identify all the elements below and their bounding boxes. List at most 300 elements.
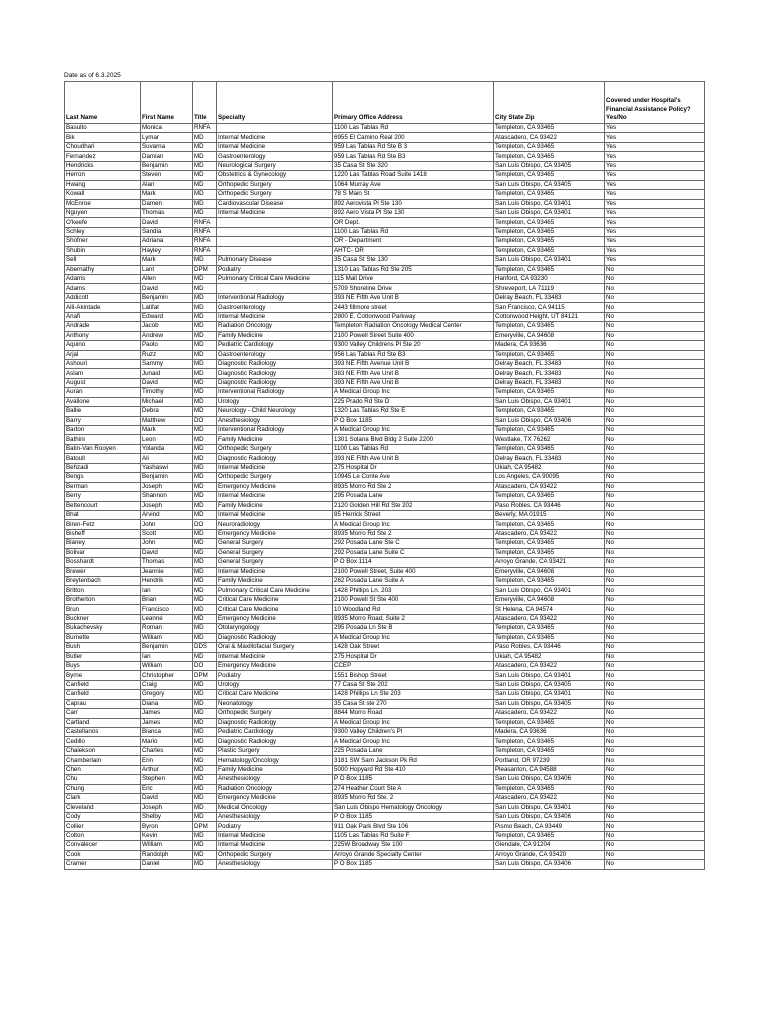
cell-last-name: Carr [65, 709, 141, 718]
cell-covered: Yes [605, 190, 705, 199]
cell-title: MD [193, 350, 217, 359]
cell-title: MD [193, 690, 217, 699]
cell-last-name: Chung [65, 784, 141, 793]
cell-first-name: Benjamin [141, 473, 193, 482]
table-row [65, 359, 705, 368]
cell-city-state-zip: Templeton, CA 93465 [494, 171, 605, 180]
cell-last-name: August [65, 378, 141, 387]
date-line: Date as of 6.3.2025 [64, 72, 121, 79]
cell-covered: No [605, 614, 705, 623]
cell-address: 8935 Morro Rd Ste 2 [333, 482, 494, 491]
cell-last-name: Chen [65, 765, 141, 774]
cell-city-state-zip: Delray Beach, FL 33483 [494, 293, 605, 302]
cell-last-name: Cedillo [65, 737, 141, 746]
cell-specialty: Family Medicine [217, 577, 333, 586]
cell-address: P O Box 1185 [333, 812, 494, 821]
cell-specialty: Oral & Maxillofacial Surgery [217, 643, 333, 652]
cell-city-state-zip: Atascadero, CA 93422 [494, 482, 605, 491]
cell-address: 383 NE Fifth Ave Unit B [333, 369, 494, 378]
cell-address: 35 Casa St ste 270 [333, 699, 494, 708]
cell-first-name: Debra [141, 407, 193, 416]
cell-covered: No [605, 293, 705, 302]
table-row [65, 548, 705, 557]
cell-covered: Yes [605, 180, 705, 189]
cell-city-state-zip: Templeton, CA 93465 [494, 520, 605, 529]
cell-covered: No [605, 454, 705, 463]
table-row [65, 699, 705, 708]
cell-last-name: Clark [65, 794, 141, 803]
cell-specialty: Orthopedic Surgery [217, 180, 333, 189]
cell-address: 2100 Powell St Ste 400 [333, 595, 494, 604]
cell-title: MD [193, 359, 217, 368]
cell-title: MD [193, 718, 217, 727]
cell-address: 2100 Powell Street Suite 400 [333, 331, 494, 340]
table-row [65, 728, 705, 737]
cell-title: MD [193, 388, 217, 397]
cell-address: 275 Hospital Dr [333, 463, 494, 472]
cell-title: MD [193, 190, 217, 199]
cell-covered: Yes [605, 218, 705, 227]
cell-first-name: Timothy [141, 388, 193, 397]
cell-title: MD [193, 737, 217, 746]
cell-address: 35 Casa St Ste 320 [333, 161, 494, 170]
cell-city-state-zip: San Luis Obispo, CA 93401 [494, 690, 605, 699]
cell-first-name: Lant [141, 265, 193, 274]
cell-address: P O Box 1114 [333, 558, 494, 567]
cell-specialty: Diagnostic Radiology [217, 378, 333, 387]
cell-specialty: Pediatric Cardiology [217, 341, 333, 350]
cell-last-name: Castellanos [65, 728, 141, 737]
cell-title: MD [193, 624, 217, 633]
cell-specialty: Orthopedic Surgery [217, 709, 333, 718]
table-row [65, 558, 705, 567]
cell-covered: No [605, 435, 705, 444]
cell-address: 85 Herrick Street [333, 510, 494, 519]
cell-first-name: John [141, 539, 193, 548]
cell-city-state-zip: St Helena, CA 94574 [494, 605, 605, 614]
cell-title: MD [193, 510, 217, 519]
cell-city-state-zip: Portland, OR 97239 [494, 756, 605, 765]
cell-covered: No [605, 709, 705, 718]
cell-first-name: Joseph [141, 501, 193, 510]
cell-address: 1220 Las Tablas Road Suite 1418 [333, 171, 494, 180]
cell-city-state-zip: Templeton, CA 93465 [494, 718, 605, 727]
table-row [65, 690, 705, 699]
cell-city-state-zip: San Luis Obispo, CA 93405 [494, 699, 605, 708]
table-row [65, 586, 705, 595]
cell-first-name: Paolo [141, 341, 193, 350]
cell-last-name: Cramer [65, 860, 141, 869]
cell-specialty: Diagnostic Radiology [217, 359, 333, 368]
cell-covered: No [605, 558, 705, 567]
table-row [65, 614, 705, 623]
table-row [65, 199, 705, 208]
cell-specialty: Pulmonary Critical Care Medicine [217, 275, 333, 284]
cell-city-state-zip: San Luis Obispo, CA 93401 [494, 397, 605, 406]
cell-covered: No [605, 586, 705, 595]
cell-address: 1301 Solana Blvd Bldg 2 Suite 2200 [333, 435, 494, 444]
cell-title: MD [193, 633, 217, 642]
cell-city-state-zip: Templeton, CA 93465 [494, 218, 605, 227]
cell-city-state-zip: San Luis Obispo, CA 93405 [494, 680, 605, 689]
cell-city-state-zip: Templeton, CA 93465 [494, 350, 605, 359]
cell-address: 393 NE Fifth Avenue Unit B [333, 359, 494, 368]
cell-first-name: Jeannie [141, 567, 193, 576]
cell-title: MD [193, 567, 217, 576]
cell-covered: No [605, 407, 705, 416]
cell-last-name: Convalecer [65, 841, 141, 850]
cell-last-name: Biren-Fetz [65, 520, 141, 529]
cell-title: MD [193, 558, 217, 567]
cell-title: MD [193, 860, 217, 869]
cell-last-name: Cleveland [65, 803, 141, 812]
cell-address: A Medical Group Inc [333, 633, 494, 642]
cell-covered: No [605, 492, 705, 501]
cell-city-state-zip: San Luis Obispo, CA 93401 [494, 208, 605, 217]
cell-last-name: Chu [65, 775, 141, 784]
cell-title: MD [193, 312, 217, 321]
cell-address: 1428 Phillips Ln. 203 [333, 586, 494, 595]
table-row [65, 520, 705, 529]
cell-title: MD [193, 831, 217, 840]
table-row [65, 152, 705, 161]
table-row [65, 416, 705, 425]
cell-first-name: Andrew [141, 331, 193, 340]
cell-first-name: Hendrik [141, 577, 193, 586]
cell-last-name: Alli-Akintade [65, 303, 141, 312]
cell-first-name: Latifat [141, 303, 193, 312]
table-row [65, 595, 705, 604]
cell-address: 9300 Valley Childrens Pl Ste 20 [333, 341, 494, 350]
cell-city-state-zip: Atascadero, CA 93422 [494, 133, 605, 142]
cell-title: MD [193, 199, 217, 208]
cell-title: MD [193, 407, 217, 416]
cell-last-name: Anthony [65, 331, 141, 340]
table-row [65, 737, 705, 746]
cell-first-name: Arthur [141, 765, 193, 774]
cell-specialty: Critical Care Medicine [217, 690, 333, 699]
table-row [65, 388, 705, 397]
cell-specialty: Cardiovascular Disease [217, 199, 333, 208]
table-row [65, 293, 705, 302]
cell-specialty: Neuroradiology [217, 520, 333, 529]
cell-title: MD [193, 605, 217, 614]
table-row [65, 397, 705, 406]
cell-address: CCEP [333, 661, 494, 670]
cell-first-name: James [141, 709, 193, 718]
table-row [65, 303, 705, 312]
cell-last-name: Butler [65, 652, 141, 661]
cell-covered: No [605, 624, 705, 633]
cell-specialty: Orthopedic Surgery [217, 473, 333, 482]
cell-first-name: Mario [141, 737, 193, 746]
cell-title: MD [193, 180, 217, 189]
cell-title: MD [193, 303, 217, 312]
cell-specialty: Anesthesiology [217, 416, 333, 425]
cell-last-name: Canfield [65, 680, 141, 689]
cell-first-name: Stephen [141, 775, 193, 784]
table-row [65, 284, 705, 293]
table-row [65, 369, 705, 378]
cell-covered: No [605, 803, 705, 812]
cell-covered: No [605, 756, 705, 765]
cell-title: MD [193, 652, 217, 661]
cell-title: MD [193, 341, 217, 350]
cell-covered: No [605, 548, 705, 557]
cell-last-name: Chamberlain [65, 756, 141, 765]
cell-address: 8935 Morro Rd Ste 2 [333, 529, 494, 538]
cell-specialty: Obstetrics & Gynecology [217, 171, 333, 180]
cell-title: MD [193, 709, 217, 718]
cell-address: A Medical Group Inc [333, 737, 494, 746]
table-row [65, 841, 705, 850]
cell-covered: No [605, 397, 705, 406]
cell-covered: No [605, 265, 705, 274]
cell-specialty: Internal Medicine [217, 492, 333, 501]
cell-address: San Luis Obispo Hematology Oncology [333, 803, 494, 812]
cell-last-name: Bengs [65, 473, 141, 482]
cell-city-state-zip: Templeton, CA 93465 [494, 407, 605, 416]
cell-last-name: Auran [65, 388, 141, 397]
cell-title: MD [193, 680, 217, 689]
table-row [65, 463, 705, 472]
cell-last-name: Behzadi [65, 463, 141, 472]
cell-covered: No [605, 322, 705, 331]
cell-covered: No [605, 444, 705, 453]
cell-first-name: Mark [141, 190, 193, 199]
cell-covered: Yes [605, 199, 705, 208]
cell-city-state-zip: Templeton, CA 93465 [494, 152, 605, 161]
cell-city-state-zip: Atascadero, CA 93422 [494, 614, 605, 623]
cell-first-name: Charles [141, 746, 193, 755]
cell-specialty: Internal Medicine [217, 510, 333, 519]
cell-covered: No [605, 567, 705, 576]
cell-covered: No [605, 378, 705, 387]
table-row [65, 492, 705, 501]
table-row [65, 275, 705, 284]
cell-address: 6955 El Camino Real 200 [333, 133, 494, 142]
cell-last-name: Cartland [65, 718, 141, 727]
cell-address: 292 Posada Lane Ste C [333, 539, 494, 548]
cell-title: MD [193, 812, 217, 821]
cell-address: 1428 Oak Street [333, 643, 494, 652]
cell-first-name: Monica [141, 124, 193, 133]
cell-last-name: Buckner [65, 614, 141, 623]
cell-last-name: Cook [65, 850, 141, 859]
cell-first-name: Randolph [141, 850, 193, 859]
cell-title: MD [193, 614, 217, 623]
cell-first-name: Christopher [141, 671, 193, 680]
cell-city-state-zip: San Luis Obispo, CA 93406 [494, 775, 605, 784]
cell-address: P O Box 1185 [333, 416, 494, 425]
cell-last-name: Fernandez [65, 152, 141, 161]
cell-last-name: Bolivar [65, 548, 141, 557]
cell-address: 5000 Hopyard Rd Ste 410 [333, 765, 494, 774]
cell-covered: Yes [605, 124, 705, 133]
cell-first-name: Benjamin [141, 643, 193, 652]
cell-city-state-zip: San Luis Obispo, CA 93401 [494, 256, 605, 265]
cell-covered: No [605, 501, 705, 510]
cell-last-name: Anafi [65, 312, 141, 321]
cell-first-name: Eric [141, 784, 193, 793]
cell-last-name: Britton [65, 586, 141, 595]
cell-first-name: Ian [141, 586, 193, 595]
cell-address: 1100 Las Tablas Rd [333, 227, 494, 236]
cell-address: 1100 Las Tablas Rd [333, 444, 494, 453]
cell-covered: No [605, 331, 705, 340]
table-row [65, 756, 705, 765]
table-row [65, 633, 705, 642]
cell-first-name: Hayley [141, 246, 193, 255]
cell-address: A Medical Group Inc [333, 388, 494, 397]
cell-address: 10 Woodland Rd [333, 605, 494, 614]
cell-address: Arroyo Grande Specialty Center [333, 850, 494, 859]
cell-specialty: Internal Medicine [217, 841, 333, 850]
cell-city-state-zip: San Luis Obispo, CA 93401 [494, 199, 605, 208]
cell-covered: No [605, 652, 705, 661]
cell-covered: No [605, 841, 705, 850]
cell-address: OR Dept. [333, 218, 494, 227]
cell-address: A Medical Group Inc [333, 520, 494, 529]
cell-city-state-zip: Madera, CA 93636 [494, 728, 605, 737]
cell-specialty: Interventional Radiology [217, 426, 333, 435]
cell-specialty: Pulmonary Critical Care Medicine [217, 586, 333, 595]
cell-first-name: Allen [141, 275, 193, 284]
cell-title: MD [193, 586, 217, 595]
table-row [65, 208, 705, 217]
cell-first-name: Ian [141, 652, 193, 661]
table-row [65, 331, 705, 340]
cell-address: 9300 Valley Children's Pl [333, 728, 494, 737]
cell-city-state-zip: Arroyo Grande, CA 93421 [494, 558, 605, 567]
cell-last-name: Ballie [65, 407, 141, 416]
table-row [65, 822, 705, 831]
cell-covered: No [605, 746, 705, 755]
cell-first-name: Steven [141, 171, 193, 180]
table-row [65, 605, 705, 614]
cell-specialty: Critical Care Medicine [217, 595, 333, 604]
cell-title: MD [193, 482, 217, 491]
cell-specialty: Podiatry [217, 671, 333, 680]
cell-address: 1551 Bishop Street [333, 671, 494, 680]
cell-specialty: Pulmonary Disease [217, 256, 333, 265]
cell-last-name: Colton [65, 831, 141, 840]
cell-specialty: Internal Medicine [217, 133, 333, 142]
cell-last-name: Bukachevsky [65, 624, 141, 633]
cell-city-state-zip: Delray Beach, FL 33483 [494, 378, 605, 387]
cell-first-name: Mark [141, 426, 193, 435]
table-row [65, 831, 705, 840]
cell-address: 78 S Main St [333, 190, 494, 199]
cell-last-name: Aquino [65, 341, 141, 350]
cell-first-name: Brian [141, 595, 193, 604]
cell-title: MD [193, 152, 217, 161]
table-row [65, 765, 705, 774]
table-row [65, 643, 705, 652]
cell-specialty: Gastroenterology [217, 303, 333, 312]
cell-first-name: Byron [141, 822, 193, 831]
table-row [65, 539, 705, 548]
cell-specialty [217, 237, 333, 246]
cell-address: 3181 SW Sam Jackson Pk Rd [333, 756, 494, 765]
cell-covered: No [605, 643, 705, 652]
cell-address: 10945 Le Conte Ave [333, 473, 494, 482]
cell-title: MD [193, 284, 217, 293]
header-city-state-zip: City State Zip [494, 82, 605, 124]
cell-city-state-zip: Templeton, CA 93465 [494, 784, 605, 793]
table-row [65, 444, 705, 453]
cell-city-state-zip: Beverly, MA 01915 [494, 510, 605, 519]
cell-last-name: Canfield [65, 690, 141, 699]
cell-last-name: Batoull [65, 454, 141, 463]
cell-city-state-zip: Arroyo Grande, CA 93420 [494, 850, 605, 859]
cell-city-state-zip: Hanford, CA 93230 [494, 275, 605, 284]
cell-city-state-zip: Emeryville, CA 94608 [494, 331, 605, 340]
cell-city-state-zip: Templeton, CA 93465 [494, 246, 605, 255]
cell-last-name: Sell [65, 256, 141, 265]
cell-address: 2100 Powell Street, Suite 400 [333, 567, 494, 576]
cell-first-name: Roman [141, 624, 193, 633]
cell-first-name: Ali [141, 454, 193, 463]
cell-specialty: Diagnostic Radiology [217, 633, 333, 642]
cell-last-name: Bush [65, 643, 141, 652]
cell-address: 8844 Morro Road [333, 709, 494, 718]
cell-first-name: Craig [141, 680, 193, 689]
cell-first-name: Leon [141, 435, 193, 444]
cell-title: MD [193, 435, 217, 444]
cell-last-name: Shubin [65, 246, 141, 255]
cell-title: MD [193, 728, 217, 737]
cell-specialty: Diagnostic Radiology [217, 454, 333, 463]
cell-covered: Yes [605, 133, 705, 142]
cell-first-name: John [141, 520, 193, 529]
cell-covered: No [605, 520, 705, 529]
cell-title: MD [193, 548, 217, 557]
cell-specialty [217, 284, 333, 293]
cell-title: MD [193, 492, 217, 501]
cell-specialty: Neurological Surgery [217, 161, 333, 170]
cell-covered: Yes [605, 237, 705, 246]
cell-specialty: Emergency Medicine [217, 482, 333, 491]
cell-address: 225 Prado Rd Ste D [333, 397, 494, 406]
cell-title: MD [193, 454, 217, 463]
cell-city-state-zip: Paso Robles, CA 93446 [494, 643, 605, 652]
table-row [65, 454, 705, 463]
cell-city-state-zip: Ukiah, CA 95482 [494, 652, 605, 661]
cell-specialty: Gastroenterology [217, 152, 333, 161]
cell-address: 959 Las Tablas Rd Ste B3 [333, 152, 494, 161]
cell-address: AHTC- OR [333, 246, 494, 255]
cell-title: MD [193, 577, 217, 586]
cell-specialty: Interventional Radiology [217, 388, 333, 397]
table-row [65, 709, 705, 718]
cell-address: 1320 Las Tablas Rd Ste E [333, 407, 494, 416]
cell-title: MD [193, 293, 217, 302]
cell-specialty: Emergency Medicine [217, 794, 333, 803]
cell-title: MD [193, 765, 217, 774]
cell-first-name: Yolanda [141, 444, 193, 453]
cell-specialty: Podiatry [217, 822, 333, 831]
cell-first-name: Junaid [141, 369, 193, 378]
header-covered-policy: Covered under Hospital's Financial Assistance Policy? Yes/No [605, 82, 705, 124]
cell-last-name: O'keefe [65, 218, 141, 227]
cell-address: 295 Posada Lane [333, 492, 494, 501]
cell-title: MD [193, 331, 217, 340]
table-row [65, 312, 705, 321]
cell-city-state-zip: Cottonwood Height, UT 84121 [494, 312, 605, 321]
cell-specialty: Radiation Oncology [217, 784, 333, 793]
cell-city-state-zip: Delray Beach, FL 33483 [494, 369, 605, 378]
